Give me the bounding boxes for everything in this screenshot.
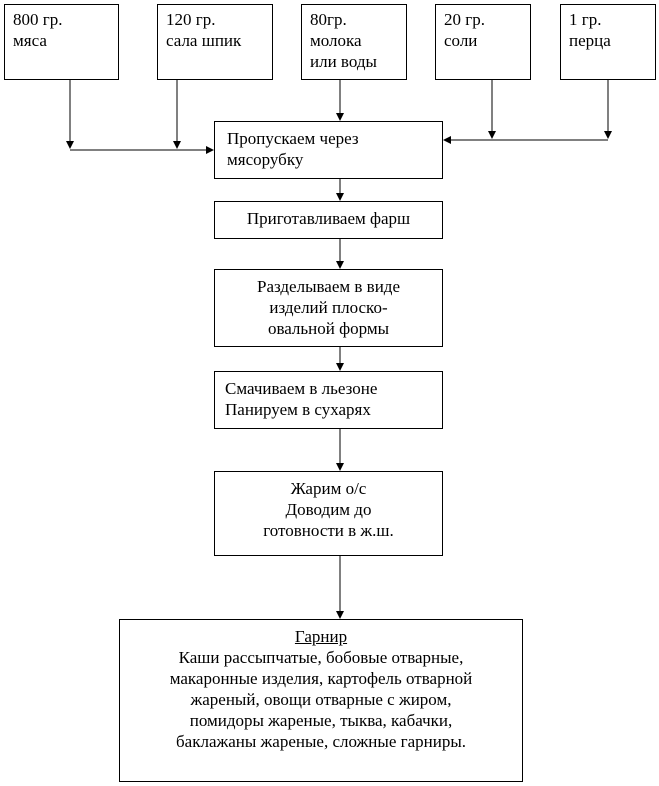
ingredient-milk: 80гр. молока или воды [301, 4, 407, 80]
step-frying: Жарим о/с Доводим до готовности в ж.ш. [214, 471, 443, 556]
ingredient-meat: 800 гр. мяса [4, 4, 119, 80]
garnish-text: Каши рассыпчатые, бобовые отварные, макаронные изделия, картофель отварной жареный, овощи отварные с жиром, помидоры жареные, тыква, кабачки, баклажаны жареные, сложные гарниры. [169, 648, 473, 751]
ingredient-salt: 20 гр. соли [435, 4, 531, 80]
step-shape: Разделываем в виде изделий плоско- овальной формы [214, 269, 443, 347]
garnish-title: Гарнир [294, 627, 348, 646]
step-mince: Приготавливаем фарш [214, 201, 443, 239]
ingredient-fat: 120 гр. сала шпик [157, 4, 273, 80]
step-grinding: Пропускаем через мясорубку [214, 121, 443, 179]
garnish-box [119, 619, 523, 782]
ingredient-pepper: 1 гр. перца [560, 4, 656, 80]
step-breading: Смачиваем в льезоне Панируем в сухарях [214, 371, 443, 429]
